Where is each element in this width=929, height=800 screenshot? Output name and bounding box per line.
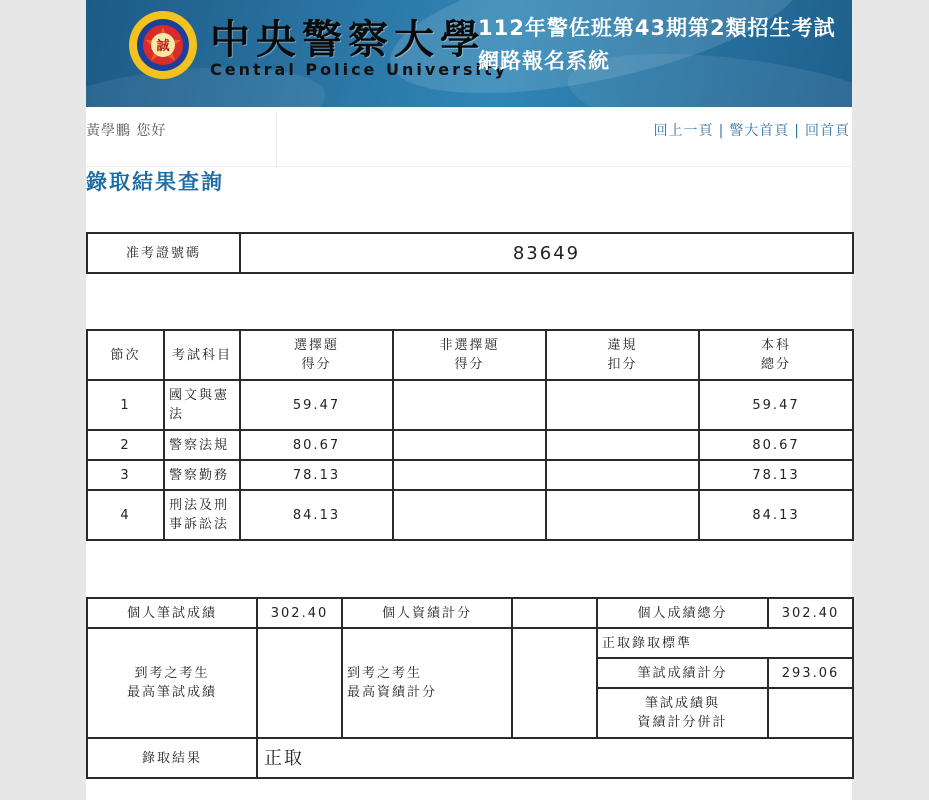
page-title: 錄取結果查詢 <box>86 170 224 194</box>
admission-result-label: 錄取結果 <box>87 738 257 778</box>
seal-char: 誠 <box>156 39 170 54</box>
police-university-seal-icon <box>128 10 198 80</box>
table-row <box>87 430 853 460</box>
exam-number-table <box>86 232 854 274</box>
summary-row-personal <box>87 598 853 628</box>
exam-number-value: 83649 <box>240 233 853 273</box>
row-penalty <box>546 460 699 490</box>
nav-separator: | <box>718 123 725 139</box>
record-score-label: 個人資績計分 <box>342 598 512 628</box>
table-row <box>87 490 853 540</box>
row-penalty <box>546 430 699 460</box>
school-name-english: Central Police University <box>210 60 509 79</box>
row-total: 84.13 <box>699 490 853 540</box>
row-total: 59.47 <box>699 380 853 430</box>
header-mc-score: 選擇題 得分 <box>240 330 393 380</box>
table-row <box>87 380 853 430</box>
row-mc-score: 59.47 <box>240 380 393 430</box>
top-written-score-value <box>257 628 342 738</box>
record-score-value <box>512 598 597 628</box>
written-score-value: 302.40 <box>257 598 342 628</box>
row-subject: 警察法規 <box>164 430 240 460</box>
header-banner <box>86 0 852 107</box>
top-written-score-label: 到考之考生 最高筆試成績 <box>87 628 257 738</box>
row-non-mc-score <box>393 490 546 540</box>
row-session: 3 <box>87 460 164 490</box>
written-score-label: 個人筆試成績 <box>87 598 257 628</box>
row-subject: 刑法及刑事訴訟法 <box>164 490 240 540</box>
score-header-row <box>87 330 853 380</box>
header-session: 節次 <box>87 330 164 380</box>
row-mc-score: 80.67 <box>240 430 393 460</box>
summary-table <box>86 597 854 779</box>
row-total: 80.67 <box>699 430 853 460</box>
row-non-mc-score <box>393 460 546 490</box>
page-container <box>86 0 852 800</box>
header-subject-total: 本科 總分 <box>699 330 853 380</box>
system-title: 112年警佐班第43期第2類招生考試 網路報名系統 <box>478 16 836 73</box>
row-mc-score: 84.13 <box>240 490 393 540</box>
exam-number-label: 准考證號碼 <box>87 233 240 273</box>
school-name-chinese: 中央警察大學 <box>210 16 486 63</box>
standard-written-value: 293.06 <box>768 658 853 688</box>
summary-row-top <box>87 628 853 658</box>
admission-result-value: 正取 <box>257 738 853 778</box>
cpu-home-link[interactable]: 警大首頁 <box>729 123 790 139</box>
row-total: 78.13 <box>699 460 853 490</box>
top-navigation <box>654 120 850 140</box>
user-greeting: 黃學鵬 您好 <box>86 123 167 139</box>
top-record-score-value <box>512 628 597 738</box>
row-session: 2 <box>87 430 164 460</box>
nav-separator: | <box>794 123 800 139</box>
row-non-mc-score <box>393 430 546 460</box>
header-penalty: 違規 扣分 <box>546 330 699 380</box>
standard-combined-label: 筆試成績與 資績計分併計 <box>597 688 768 738</box>
score-table <box>86 329 854 541</box>
row-penalty <box>546 380 699 430</box>
home-link[interactable]: 回首頁 <box>805 123 850 139</box>
standard-written-label: 筆試成績計分 <box>597 658 768 688</box>
header-subject: 考試科目 <box>164 330 240 380</box>
row-session: 1 <box>87 380 164 430</box>
table-row <box>87 460 853 490</box>
row-session: 4 <box>87 490 164 540</box>
divider <box>276 110 277 166</box>
admission-standard-label: 正取錄取標準 <box>597 628 853 658</box>
header-non-mc-score: 非選擇題 得分 <box>393 330 546 380</box>
row-mc-score: 78.13 <box>240 460 393 490</box>
total-score-label: 個人成績總分 <box>597 598 768 628</box>
row-non-mc-score <box>393 380 546 430</box>
back-link[interactable]: 回上一頁 <box>653 123 714 139</box>
row-penalty <box>546 490 699 540</box>
standard-combined-value <box>768 688 853 738</box>
total-score-value: 302.40 <box>768 598 853 628</box>
row-subject: 警察勤務 <box>164 460 240 490</box>
top-record-score-label: 到考之考生 最高資績計分 <box>342 628 512 738</box>
row-subject: 國文與憲法 <box>164 380 240 430</box>
summary-row-result <box>87 738 853 778</box>
